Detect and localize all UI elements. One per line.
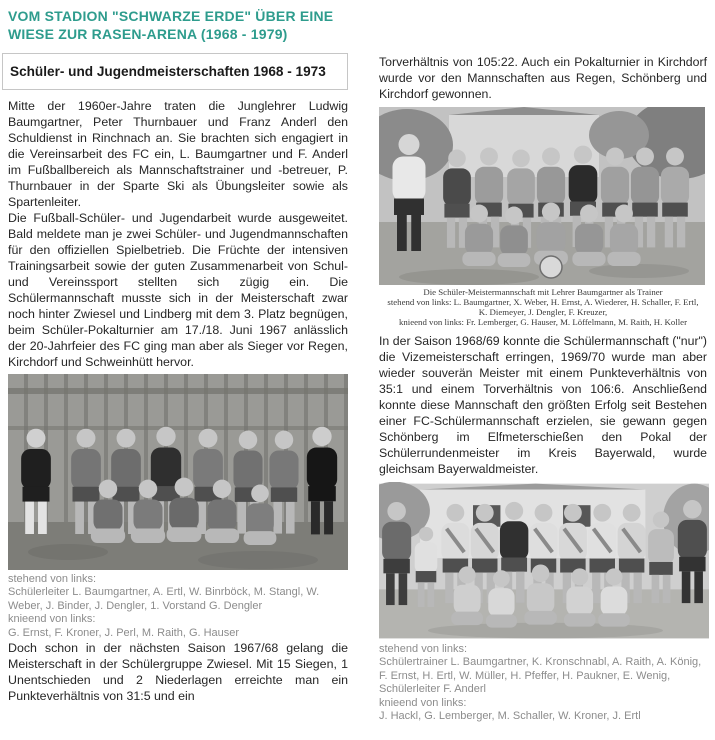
two-column-layout [8,53,707,724]
team-photo-bayerwald-image [379,482,709,640]
caption-standing-names-a: stehend von links: L. Baumgartner, X. Weber, H. Ernst, A. Wiederer, H. Schaller, F. Ertl, [387,296,699,307]
caption-kneeling-names: knieend von links: Fr. Lemberger, G. Hauser, M. Löffelmann, M. Raith, H. Koller [399,316,687,327]
right-column [379,53,707,724]
caption-kneeling-names: G. Ernst, F. Kroner, J. Perl, M. Raith, G. Hauser [8,626,240,639]
caption-kneeling-label: knieend von links: [8,613,96,626]
team-photo-1967-caption [8,573,348,641]
paragraph-goal-ratio: Torverhältnis von 105:22. Auch ein Pokalturnier in Kirchdorf wurde vor den Mannschaften aus Regen, Schönberg und Kirchdorf gewonnen. [379,54,707,101]
team-photo-bayerwald-caption [379,643,707,724]
section-heading [2,53,348,90]
paragraph-season-1967-68: Doch schon in der nächsten Saison 1967/68 gelang die Meisterschaft in der Schülergruppe Zwiesel. Mit 15 Siegen, 1 Unentschieden und 2 Niederlagen erreichte man ein Punkteverhältnis von 31:5 und ein [8,641,348,704]
team-photo-1967-image [8,374,348,570]
caption-kneeling-names: J. Hackl, G. Lemberger, M. Schaller, W. Kroner, J. Ertl [379,710,641,723]
caption-standing-names: Schülertrainer L. Baumgartner, K. Kronschnabl, A. Raith, A. König, F. Ernst, H. Ertl, W. Müller, H. Pfeffer, H. Paukner, E. Wenig, Schülerleiter F. Anderl [379,656,702,696]
page-title [8,7,707,44]
team-photo-bayerwald [379,482,707,724]
paragraph-intro: Mitte der 1960er-Jahre traten die Junglehrer Ludwig Baumgartner, Peter Thurnbauer und Franz Anderl den Schuldienst in Rinchnach an. Sie brachten sich engagiert in die Vereinsarbeit des FC ein, L. Baumgartner und F. Anderl im Fußballbereich als Mannschaftstrainer und -betreuer, P. Thurnbauer in der Sparte Ski als Übungsleiter sowie als Spartenleiter. [8,98,348,209]
section-heading-text: Schüler- und Jugendmeisterschaften 1968 - 1973 [10,63,326,79]
left-column [8,53,348,705]
caption-standing-label: stehend von links: [8,572,97,585]
team-photo-champions [379,107,707,327]
caption-kneeling-label: knieend von links: [379,696,467,709]
caption-standing-names: Schülerleiter L. Baumgartner, A. Ertl, W. Binrböck, M. Stangl, W. Weber, J. Binder, J. Dengler, 1. Vorstand G. Dengler [8,586,320,612]
caption-standing-names-b: K. Diemeyer, J. Dengler, F. Kreuzer, [478,306,608,317]
caption-title: Die Schüler-Meistermannschaft mit Lehrer Baumgartner als Trainer [423,286,663,297]
page-title-line1: VOM STADION "SCHWARZE ERDE" ÜBER EINE [8,8,334,24]
paragraph-youth-work: Die Fußball-Schüler- und Jugendarbeit wurde ausgeweitet. Bald meldete man je zwei Schüler- und Jugendmannschaften für den offiziellen Spielbetrieb. Die Früchte der intensiven Trainingsarbeit sowie der guten Zusammenarbeit von Schul- und Vereinssport stellten sich zügig ein. Die Schülermannschaft musste sich in der Meisterschaft zwar noch hinter Zwiesel und Lindberg mit dem 3. Platz begnügen, beim Schüler-Pokalturnier am 17./18. Juni 1967 anlässlich der 20-Jahrfeier des FC ging man aber als Sieger vor Regen, Kirchdorf und Schweinhütt hervor. [8,210,348,369]
page-title-line2: WIESE ZUR RASEN-ARENA (1968 - 1979) [8,26,288,43]
paragraph-season-1968-70: In der Saison 1968/69 konnte die Schülermannschaft ("nur") die Vizemeisterschaft erringen, 1969/70 wurde man aber wieder souverän Meister mit einem Punkteverhältnis von 35:1 und einem Torverhältnis von 106:6. Anschließend konnte diese Mannschaft den größten Erfolg seit Bestehen einer FC-Schülermannschaft erzielen, sie gewann gegen Schönberg im Elfmeterschießen den Pokal der Schülerrundenmeister im Kreis Bayerwald, wurde gleichsam Bayerwaldmeister. [379,333,707,476]
team-photo-champions-image [379,107,705,285]
team-photo-champions-caption [381,287,705,327]
team-photo-1967 [8,374,348,641]
caption-standing-label: stehend von links: [379,642,468,655]
